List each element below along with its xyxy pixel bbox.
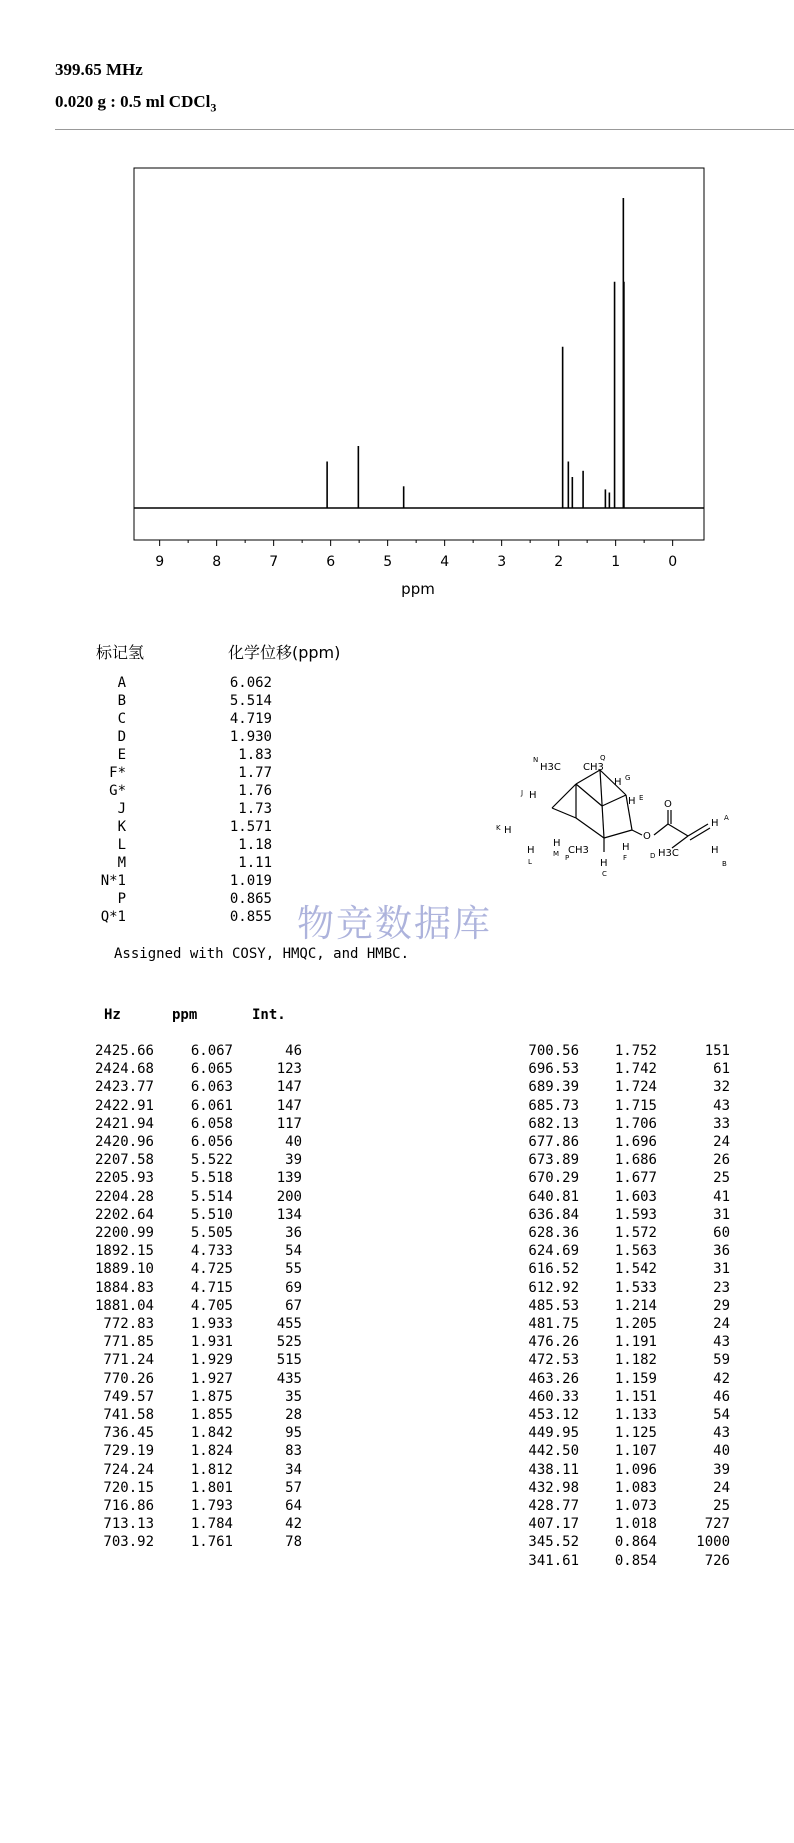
assignment-label: Q*1 <box>100 909 126 925</box>
peak-ppm: 1.096 <box>614 1461 657 1478</box>
peak-hz: 771.24 <box>103 1352 154 1369</box>
assignment-label: L <box>117 837 126 853</box>
peak-int: 42 <box>713 1370 730 1387</box>
peak-ppm: 1.151 <box>614 1388 657 1405</box>
peak-int: 727 <box>704 1516 730 1533</box>
label-h-l: H <box>527 845 535 856</box>
peak-ppm: 1.761 <box>190 1534 233 1551</box>
x-tick-label: 4 <box>440 554 450 570</box>
peak-ppm: 1.706 <box>614 1115 657 1132</box>
peak-ppm: 1.752 <box>614 1043 657 1059</box>
label-h-m: H <box>553 838 561 849</box>
x-tick-label: 9 <box>155 554 165 570</box>
x-tick-label: 1 <box>611 554 621 570</box>
peak-int: 24 <box>713 1479 730 1496</box>
peak-hz: 696.53 <box>528 1061 579 1078</box>
x-axis-label: ppm <box>401 580 435 598</box>
peak-hz: 628.36 <box>528 1225 579 1241</box>
watermark-text: 物竞数据库 <box>297 902 492 945</box>
assignment-label: N*1 <box>100 873 126 889</box>
peak-ppm: 1.875 <box>190 1388 233 1405</box>
peak-hz: 2202.64 <box>94 1206 154 1223</box>
label-h-e: H <box>628 796 636 807</box>
peak-header-ppm: ppm <box>172 1007 198 1023</box>
peak-ppm: 1.159 <box>614 1370 657 1387</box>
peak-ppm: 6.065 <box>190 1061 233 1078</box>
peak-hz: 1881.04 <box>94 1297 154 1314</box>
peak-ppm: 1.927 <box>190 1370 233 1387</box>
peak-ppm: 1.696 <box>614 1134 657 1150</box>
assignment-label: B <box>117 693 126 709</box>
assignment-header-shift: 化学位移(ppm) <box>228 643 341 662</box>
peak-ppm: 0.854 <box>614 1552 657 1569</box>
peak-hz: 1889.10 <box>94 1261 154 1278</box>
peak-hz: 472.53 <box>528 1352 579 1369</box>
peak-int: 24 <box>713 1316 730 1332</box>
peak-int: 39 <box>713 1461 730 1478</box>
label-h-c: H <box>600 858 608 869</box>
peak-ppm: 4.715 <box>190 1279 233 1296</box>
peak-ppm: 1.018 <box>614 1516 657 1533</box>
plot-frame <box>134 168 704 540</box>
peak-hz: 2420.96 <box>94 1134 154 1150</box>
structure-bonds <box>552 770 710 852</box>
peak-int: 31 <box>713 1261 730 1278</box>
peak-int: 69 <box>285 1279 302 1296</box>
peak-ppm: 1.083 <box>614 1479 657 1496</box>
peak-ppm: 1.855 <box>190 1407 233 1423</box>
peak-hz: 673.89 <box>528 1152 579 1169</box>
label-h-k: H <box>504 825 512 836</box>
peak-hz: 700.56 <box>528 1043 579 1059</box>
nmr-spectrum-chart <box>0 0 794 620</box>
peak-hz: 485.53 <box>528 1297 579 1314</box>
peak-int: 28 <box>285 1407 302 1423</box>
peak-hz: 442.50 <box>528 1443 579 1460</box>
peak-int: 55 <box>285 1261 302 1278</box>
label-h-a: H <box>711 818 719 829</box>
peak-ppm: 5.522 <box>190 1152 233 1169</box>
peak-ppm: 1.593 <box>614 1206 657 1223</box>
label-ch3-q: CH3 <box>583 762 604 773</box>
label-p: P <box>565 854 570 862</box>
peak-int: 57 <box>285 1479 302 1496</box>
x-tick-label: 0 <box>668 554 678 570</box>
peak-int: 26 <box>713 1152 730 1169</box>
peak-ppm: 1.742 <box>614 1061 657 1078</box>
peak-ppm: 5.514 <box>190 1188 233 1205</box>
peak-ppm: 5.510 <box>190 1206 233 1223</box>
peak-hz: 689.39 <box>528 1079 579 1096</box>
label-k: K <box>496 824 501 832</box>
assignment-label: D <box>117 729 126 745</box>
peak-int: 34 <box>285 1461 302 1478</box>
peak-hz: 463.26 <box>528 1370 579 1387</box>
peak-int: 525 <box>276 1334 302 1351</box>
peak-ppm: 0.864 <box>614 1534 657 1551</box>
peak-int: 41 <box>713 1188 730 1205</box>
peak-int: 29 <box>713 1297 730 1314</box>
peak-hz: 449.95 <box>528 1425 579 1442</box>
peak-ppm: 1.929 <box>190 1352 233 1369</box>
peak-int: 40 <box>713 1443 730 1460</box>
peak-int: 123 <box>276 1061 302 1078</box>
peak-hz: 438.11 <box>528 1461 579 1478</box>
peak-hz: 703.92 <box>103 1534 154 1551</box>
peak-ppm: 1.824 <box>190 1443 233 1460</box>
peak-int: 95 <box>285 1425 302 1442</box>
peak-int: 139 <box>276 1170 302 1187</box>
peak-hz: 771.85 <box>103 1334 154 1351</box>
peak-hz: 720.15 <box>103 1479 154 1496</box>
peak-ppm: 1.533 <box>614 1279 657 1296</box>
label-n: N <box>533 756 539 764</box>
peak-hz: 2205.93 <box>94 1170 154 1187</box>
peak-hz: 612.92 <box>528 1279 579 1296</box>
peak-hz: 2200.99 <box>94 1225 154 1241</box>
label-o-carbonyl: O <box>664 799 672 810</box>
peak-ppm: 1.677 <box>614 1170 657 1187</box>
peak-hz: 677.86 <box>528 1134 579 1150</box>
sample-subscript: 3 <box>210 100 217 115</box>
peak-ppm: 1.931 <box>190 1334 233 1351</box>
label-m: M <box>553 850 560 858</box>
peak-int: 117 <box>276 1115 302 1132</box>
peak-int: 54 <box>285 1243 302 1260</box>
peak-int: 200 <box>276 1188 302 1205</box>
peak-int: 46 <box>285 1043 302 1059</box>
spectrum-trace <box>134 198 704 508</box>
label-h-g: H <box>614 777 622 788</box>
peak-hz: 1884.83 <box>94 1279 154 1296</box>
peak-int: 61 <box>713 1061 730 1078</box>
peak-hz: 713.13 <box>103 1516 154 1533</box>
peak-header-hz: Hz <box>104 1007 121 1023</box>
peak-int: 43 <box>713 1334 730 1351</box>
assignment-note: Assigned with COSY, HMQC, and HMBC. <box>114 946 410 962</box>
peak-hz: 636.84 <box>528 1206 579 1223</box>
peak-int: 1000 <box>696 1534 730 1551</box>
label-e: E <box>639 794 644 802</box>
label-h3c: H3C <box>540 762 561 773</box>
assignment-shift: 1.11 <box>238 855 272 871</box>
assignment-shift: 1.76 <box>238 783 272 799</box>
assignment-shift: 0.855 <box>229 909 272 925</box>
peak-ppm: 5.505 <box>190 1225 233 1241</box>
assignment-label: P <box>117 891 126 907</box>
peak-ppm: 1.572 <box>614 1225 657 1241</box>
assignment-label: F* <box>109 765 126 781</box>
peak-int: 42 <box>285 1516 302 1533</box>
peak-int: 39 <box>285 1152 302 1169</box>
peak-int: 134 <box>276 1206 302 1223</box>
peak-hz: 432.98 <box>528 1479 579 1496</box>
assignment-shift: 1.930 <box>229 729 272 745</box>
peak-hz: 453.12 <box>528 1407 579 1423</box>
assignment-shift: 1.18 <box>238 837 272 853</box>
assignment-label: E <box>117 747 126 763</box>
peak-int: 455 <box>276 1316 302 1332</box>
peak-ppm: 1.686 <box>614 1152 657 1169</box>
label-h-f: H <box>622 842 630 853</box>
peak-int: 147 <box>276 1097 302 1114</box>
label-l: L <box>528 858 532 866</box>
peak-hz: 2422.91 <box>94 1097 154 1114</box>
peak-ppm: 1.107 <box>614 1443 657 1460</box>
label-o-ester: O <box>643 831 651 842</box>
assignment-shift: 1.83 <box>238 747 272 763</box>
peak-ppm: 1.603 <box>614 1188 657 1205</box>
assignment-shift: 1.73 <box>238 801 272 817</box>
peak-ppm: 4.733 <box>190 1243 233 1260</box>
peak-ppm: 1.842 <box>190 1425 233 1442</box>
peak-ppm: 1.214 <box>614 1297 657 1314</box>
assignment-label: J <box>117 801 126 817</box>
peak-int: 60 <box>713 1225 730 1241</box>
peak-ppm: 4.705 <box>190 1297 233 1314</box>
peak-ppm: 1.801 <box>190 1479 233 1496</box>
sample-text: 0.020 g : 0.5 ml CDCl <box>55 92 211 111</box>
peak-int: 54 <box>713 1407 730 1423</box>
peak-header-int: Int. <box>252 1007 286 1023</box>
peak-hz: 2421.94 <box>94 1115 154 1132</box>
peak-hz: 476.26 <box>528 1334 579 1351</box>
label-f: F <box>623 854 628 862</box>
peak-hz: 724.24 <box>103 1461 154 1478</box>
peak-ppm: 1.205 <box>614 1316 657 1332</box>
peak-hz: 428.77 <box>528 1498 579 1514</box>
peak-ppm: 1.793 <box>190 1498 233 1514</box>
peak-ppm: 6.056 <box>190 1134 233 1150</box>
peak-int: 23 <box>713 1279 730 1296</box>
assignment-label: M <box>117 855 126 871</box>
peak-hz: 2425.66 <box>94 1043 154 1059</box>
peak-hz: 749.57 <box>103 1388 154 1405</box>
peak-int: 43 <box>713 1425 730 1442</box>
peak-int: 40 <box>285 1134 302 1150</box>
label-q: Q <box>600 754 606 762</box>
peak-hz: 685.73 <box>528 1097 579 1114</box>
assignment-shift: 1.019 <box>229 873 272 889</box>
peak-hz: 407.17 <box>528 1516 579 1533</box>
peak-ppm: 1.182 <box>614 1352 657 1369</box>
peak-ppm: 5.518 <box>190 1170 233 1187</box>
peak-hz: 616.52 <box>528 1261 579 1278</box>
assignment-shift: 5.514 <box>229 693 272 709</box>
peak-hz: 772.83 <box>103 1316 154 1332</box>
peak-hz: 682.13 <box>528 1115 579 1132</box>
peak-int: 25 <box>713 1498 730 1514</box>
assignment-label: K <box>117 819 126 835</box>
peak-hz: 2207.58 <box>94 1152 154 1169</box>
peak-hz: 481.75 <box>528 1316 579 1332</box>
peak-hz: 1892.15 <box>94 1243 154 1260</box>
peak-hz: 460.33 <box>528 1388 579 1405</box>
peak-hz: 741.58 <box>103 1407 154 1423</box>
peak-int: 147 <box>276 1079 302 1096</box>
assignment-shift: 1.571 <box>229 819 272 835</box>
peak-int: 726 <box>704 1552 730 1569</box>
assignment-label: A <box>117 675 126 691</box>
peak-hz: 2424.68 <box>94 1061 154 1078</box>
peak-ppm: 1.933 <box>190 1316 233 1332</box>
assignment-shift: 4.719 <box>229 711 272 727</box>
assignment-label: C <box>117 711 126 727</box>
assignment-shift: 0.865 <box>229 891 272 907</box>
x-tick-label: 5 <box>383 554 393 570</box>
peak-ppm: 6.061 <box>190 1097 233 1114</box>
x-tick-label: 2 <box>554 554 564 570</box>
peak-int: 78 <box>285 1534 302 1551</box>
label-b: B <box>722 860 727 868</box>
peak-hz: 345.52 <box>528 1534 579 1551</box>
peak-int: 59 <box>713 1352 730 1369</box>
peak-hz: 341.61 <box>528 1552 579 1569</box>
peak-ppm: 6.058 <box>190 1115 233 1132</box>
peak-int: 25 <box>713 1170 730 1187</box>
peak-int: 515 <box>276 1352 302 1369</box>
peak-hz: 770.26 <box>103 1370 154 1387</box>
label-h-b: H <box>711 845 719 856</box>
label-h-j: H <box>529 790 537 801</box>
peak-hz: 729.19 <box>103 1443 154 1460</box>
peak-int: 35 <box>285 1388 302 1405</box>
peak-int: 31 <box>713 1206 730 1223</box>
peak-ppm: 1.812 <box>190 1461 233 1478</box>
peak-ppm: 6.063 <box>190 1079 233 1096</box>
peak-ppm: 1.563 <box>614 1243 657 1260</box>
peak-int: 43 <box>713 1097 730 1114</box>
label-h3c-d: H3C <box>658 848 679 859</box>
peak-int: 24 <box>713 1134 730 1150</box>
assignment-shift: 6.062 <box>229 675 272 691</box>
peak-ppm: 1.724 <box>614 1079 657 1096</box>
peak-ppm: 1.542 <box>614 1261 657 1278</box>
x-tick-label: 7 <box>269 554 279 570</box>
label-a: A <box>724 814 729 822</box>
peak-int: 83 <box>285 1443 302 1460</box>
peak-int: 36 <box>285 1225 302 1241</box>
peak-int: 64 <box>285 1498 302 1514</box>
peak-ppm: 1.191 <box>614 1334 657 1351</box>
peak-int: 33 <box>713 1115 730 1132</box>
peak-hz: 716.86 <box>103 1498 154 1514</box>
peak-int: 36 <box>713 1243 730 1260</box>
x-tick-label: 6 <box>326 554 336 570</box>
frequency-label: 399.65 MHz <box>55 60 143 79</box>
peak-hz: 624.69 <box>528 1243 579 1260</box>
assignment-label: G* <box>109 783 126 799</box>
peak-int: 151 <box>704 1043 730 1059</box>
peak-int: 32 <box>713 1079 730 1096</box>
peak-ppm: 1.133 <box>614 1407 657 1423</box>
x-tick-label: 8 <box>212 554 222 570</box>
assignment-header-label: 标记氢 <box>96 643 145 662</box>
x-tick-label: 3 <box>497 554 507 570</box>
peak-hz: 640.81 <box>528 1188 579 1205</box>
peak-ppm: 6.067 <box>190 1043 233 1059</box>
peak-int: 46 <box>713 1388 730 1405</box>
peak-ppm: 4.725 <box>190 1261 233 1278</box>
label-j: J <box>521 789 524 797</box>
label-d: D <box>650 852 656 860</box>
peak-ppm: 1.784 <box>190 1516 233 1533</box>
peak-ppm: 1.073 <box>614 1498 657 1514</box>
peak-int: 435 <box>276 1370 302 1387</box>
peak-hz: 2423.77 <box>94 1079 154 1096</box>
label-c: C <box>602 870 607 878</box>
x-axis-ticks <box>155 540 677 570</box>
peak-ppm: 1.715 <box>614 1097 657 1114</box>
label-g: G <box>625 774 631 782</box>
peak-int: 67 <box>285 1297 302 1314</box>
peak-hz: 2204.28 <box>94 1188 154 1205</box>
peak-hz: 736.45 <box>103 1425 154 1442</box>
assignment-shift: 1.77 <box>238 765 272 781</box>
peak-ppm: 1.125 <box>614 1425 657 1442</box>
structure-labels <box>496 754 729 878</box>
peak-hz: 670.29 <box>528 1170 579 1187</box>
label-ch3-p: CH3 <box>568 845 589 856</box>
